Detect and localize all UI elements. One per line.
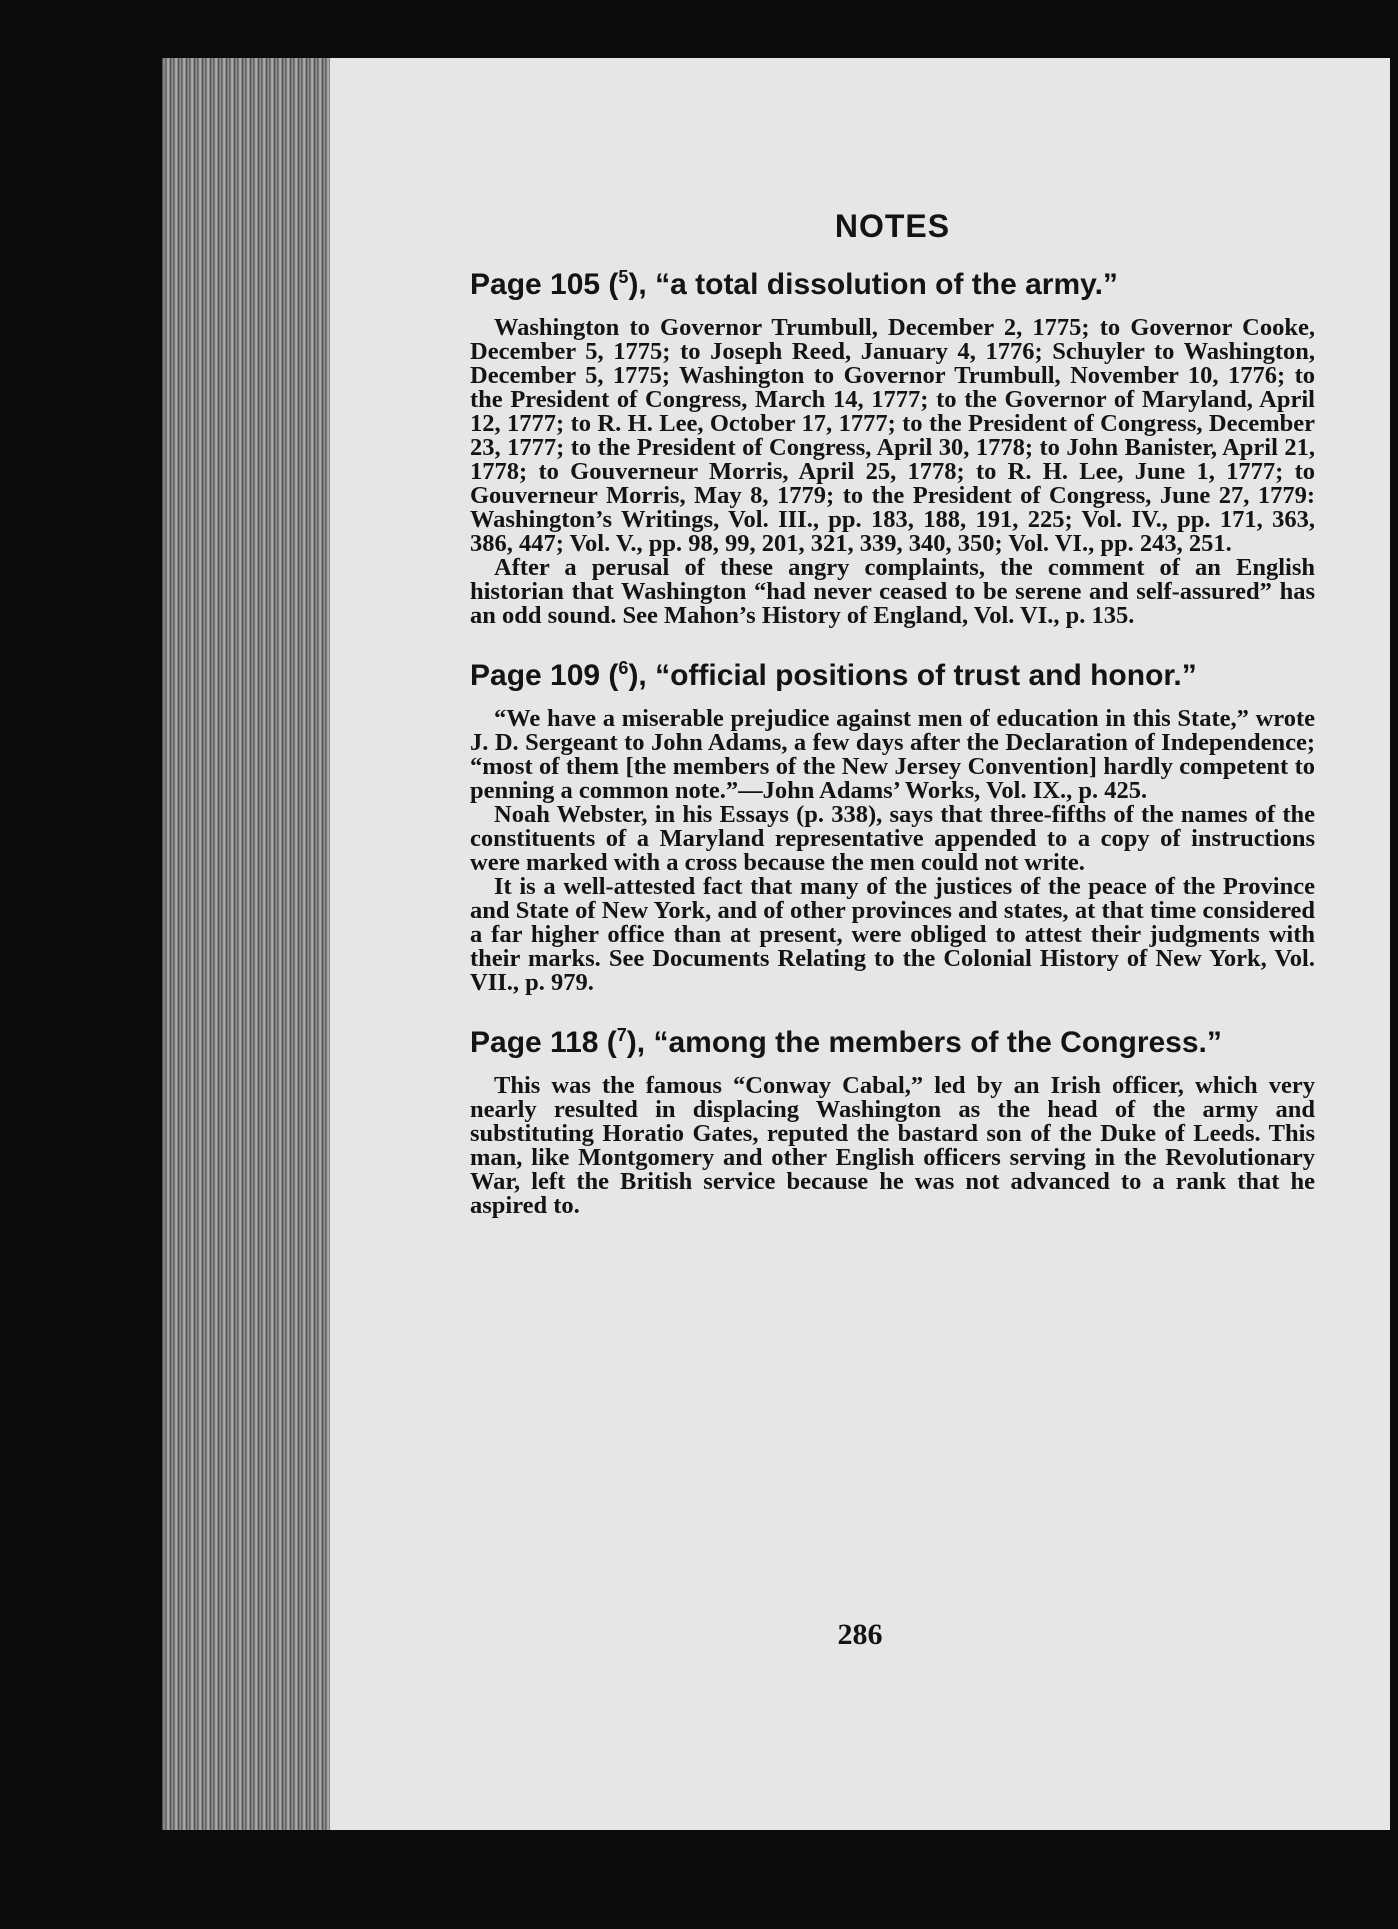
footnote-marker: 7: [616, 1025, 627, 1045]
page-number: 286: [837, 1618, 883, 1651]
note-page-109: [470, 658, 1315, 995]
note-page-ref: Page 109: [470, 659, 601, 692]
note-paragraph: After a perusal of these angry complaints, the comment of an English historian that Washington “had never ceased to be serene and self-assured” has an odd sound. See Mahon’s History of England, Vol. VI., p. 135.: [470, 554, 1315, 629]
note-page-ref: Page 105: [470, 268, 601, 301]
note-paragraph: “We have a miserable prejudice against men of education in this State,” wrote J. D. Sergeant to John Adams, a few days after the Declaration of Independence; “most of them [the members of the New Jersey Convention] hardly competent to penning a common note.”—John Adams’ Works, Vol. IX., p. 425.: [470, 705, 1315, 804]
note-quote: “a total dissolution of the army.”: [655, 268, 1118, 301]
note-quote: “among the members of the Congress.”: [653, 1026, 1222, 1059]
notes-content: [470, 208, 1315, 1248]
note-paragraph: Noah Webster, in his Essays (p. 338), says that three-fifths of the names of the constituents of a Maryland representative appended to a copy of instructions were marked with a cross because the men could not write.: [470, 801, 1315, 876]
book-page: [330, 58, 1390, 1830]
note-quote: “official positions of trust and honor.”: [655, 659, 1197, 692]
note-heading: Page 109 ($^6$), “official positions of trust and honor.”: [470, 658, 1197, 692]
note-paragraph: It is a well-attested fact that many of the justices of the peace of the Province and State of New York, and of other provinces and states, at that time considered a far higher office than at present, were obliged to attest their judgments with their marks. See Documents Relating to the Colonial History of New York, Vol. VII., p. 979.: [470, 873, 1315, 996]
note-paragraph: This was the famous “Conway Cabal,” led by an Irish officer, which very nearly resulted in displacing Washington as the head of the army and substituting Horatio Gates, reputed the bastard son of the Duke of Leeds. This man, like Montgomery and other English officers serving in the Revolutionary War, left the British service because he was not advanced to a rank that he aspired to.: [470, 1072, 1315, 1219]
book-page-edges: [162, 58, 334, 1830]
note-heading: Page 105 ($^5$), “a total dissolution of the army.”: [470, 267, 1118, 301]
note-heading: Page 118 ($^7$), “among the members of the Congress.”: [470, 1025, 1222, 1059]
note-paragraph: Washington to Governor Trumbull, December 2, 1775; to Governor Cooke, December 5, 1775; to Joseph Reed, January 4, 1776; Schuyler to Washington, December 5, 1775; Washington to Governor Trumbull, November 10, 1776; to the President of Congress, March 14, 1777; to the Governor of Maryland, April 12, 1777; to R. H. Lee, October 17, 1777; to the President of Congress, December 23, 1777; to the President of Congress, April 30, 1778; to John Banister, April 21, 1778; to Gouverneur Morris, April 25, 1778; to R. H. Lee, June 1, 1777; to Gouverneur Morris, May 8, 1779; to the President of Congress, June 27, 1779: Washington’s Writings, Vol. III., pp. 183, 188, 191, 225; Vol. IV., pp. 171, 363, 386, 447; Vol. V., pp. 98, 99, 201, 321, 339, 340, 350; Vol. VI., pp. 243, 251.: [470, 314, 1315, 557]
footnote-marker: 5: [618, 267, 629, 287]
note-page-105: [470, 267, 1315, 628]
footnote-marker: 6: [618, 658, 629, 678]
page-title: NOTES: [834, 208, 951, 244]
note-page-118: [470, 1025, 1315, 1218]
note-page-ref: Page 118: [470, 1026, 599, 1059]
